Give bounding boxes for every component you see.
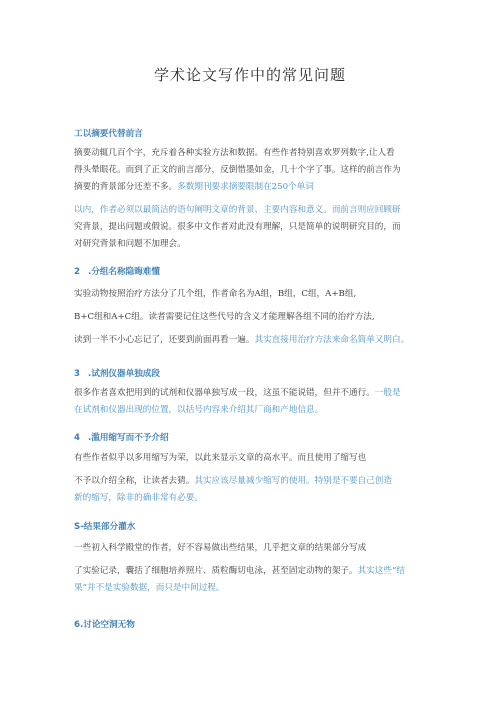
section-body-5 xyxy=(74,540,430,597)
highlight-line: 在试剂和仪器出现的位置，以括号内容来介绍其厂商和产地信息。 xyxy=(74,405,324,415)
body-line: 实验动物按照治疗方法分了几个组，作者命名为A组，B组，C组，A+B组, xyxy=(74,289,357,299)
section-heading-2 xyxy=(74,265,160,277)
section-heading-3 xyxy=(74,367,160,379)
section-heading-6: 6.讨论空洞无物 xyxy=(74,620,135,630)
body-line: 得头晕眼花。而到了正文的前言部分，反倒惜墨如金，几十个字了事。这样的前言作为 xyxy=(74,165,401,175)
body-line: 对研究背景和问题不加理会。 xyxy=(74,239,186,249)
body-line xyxy=(74,179,430,196)
section-body-2 xyxy=(74,286,430,349)
section-body-1 xyxy=(74,145,430,253)
body-line: 摘要动辄几百个字，充斥着各种实验方法和数据。有些作者特别喜欢罗列数字,让人看 xyxy=(74,148,395,158)
highlight-line: 果”并不是实验数据，而只是中间过程。 xyxy=(74,583,225,593)
section-number: 2 xyxy=(74,267,80,277)
body-line xyxy=(74,473,430,490)
highlight-text: 其实这些“结 xyxy=(357,566,405,576)
highlight-text: 其实直接用治疗方法来命名简单又明白。 xyxy=(254,335,410,345)
body-line xyxy=(74,385,430,402)
section-heading-1: 工以摘要代替前言 xyxy=(74,129,143,139)
highlight-text: 其实应该尽量减少缩写的使用。特别是不要自己创造 xyxy=(194,476,392,486)
body-line xyxy=(74,332,430,349)
body-text: 了实验记录，囊括了细胞培养照片、质粒酶切电泳，甚至固定动物的架子。 xyxy=(74,566,358,576)
body-line: B+C组和A+C组。读者需要记住这些代号的含义才能理解各组不同的治疗方法, xyxy=(74,312,375,322)
section-heading-text: .试剂仪器单独成段 xyxy=(87,369,160,379)
section-number: 4 xyxy=(74,433,80,443)
body-text: 很多作者喜欢把用到的试剂和仪器单独写成一段，这虽不能说错，但并不通行。 xyxy=(74,388,375,398)
section-body-3 xyxy=(74,385,430,419)
section-heading-text: .分组名称隐晦难懂 xyxy=(87,267,160,277)
highlight-line: 新的缩写，除非的确非常有必要。 xyxy=(74,493,203,503)
body-text: 不予以介绍全称，让读者去猜。 xyxy=(74,476,195,486)
body-line: 一些初入科学殿堂的作者，好不容易做出些结果，几乎把文章的结果部分写成 xyxy=(74,543,367,553)
highlight-text: 一般是 xyxy=(374,388,401,398)
section-number: 3 xyxy=(74,369,80,379)
page-title: 学术论文写作中的常见问题 xyxy=(153,66,346,84)
highlight-text: 多数期刊要求摘要限制在250个单词 xyxy=(177,182,314,192)
body-text: 摘要的背景部分还差不多。 xyxy=(74,182,178,192)
body-line xyxy=(74,563,430,580)
body-line: 究背景，提出问题或假说。很多中文作者对此没有理解，只是简单的说明研究目的，而 xyxy=(74,222,401,232)
section-heading-5: S-结果部分灌水 xyxy=(74,522,136,532)
section-heading-4 xyxy=(74,431,169,443)
section-body-4 xyxy=(74,450,430,507)
body-text: 读到一半不小心忘记了，还要到前面再看一遍。 xyxy=(74,335,255,345)
highlight-line: 以内，作者必须以最简洁的语句阐明文章的背景、主要内容和意义。而前言则应回顾研 xyxy=(74,205,401,215)
body-line: 有些作者似乎以多用缩写为荣，以此来显示文章的高水平。而且使用了缩写也 xyxy=(74,453,367,463)
section-heading-text: .滥用缩写而不予介绍 xyxy=(87,433,169,443)
